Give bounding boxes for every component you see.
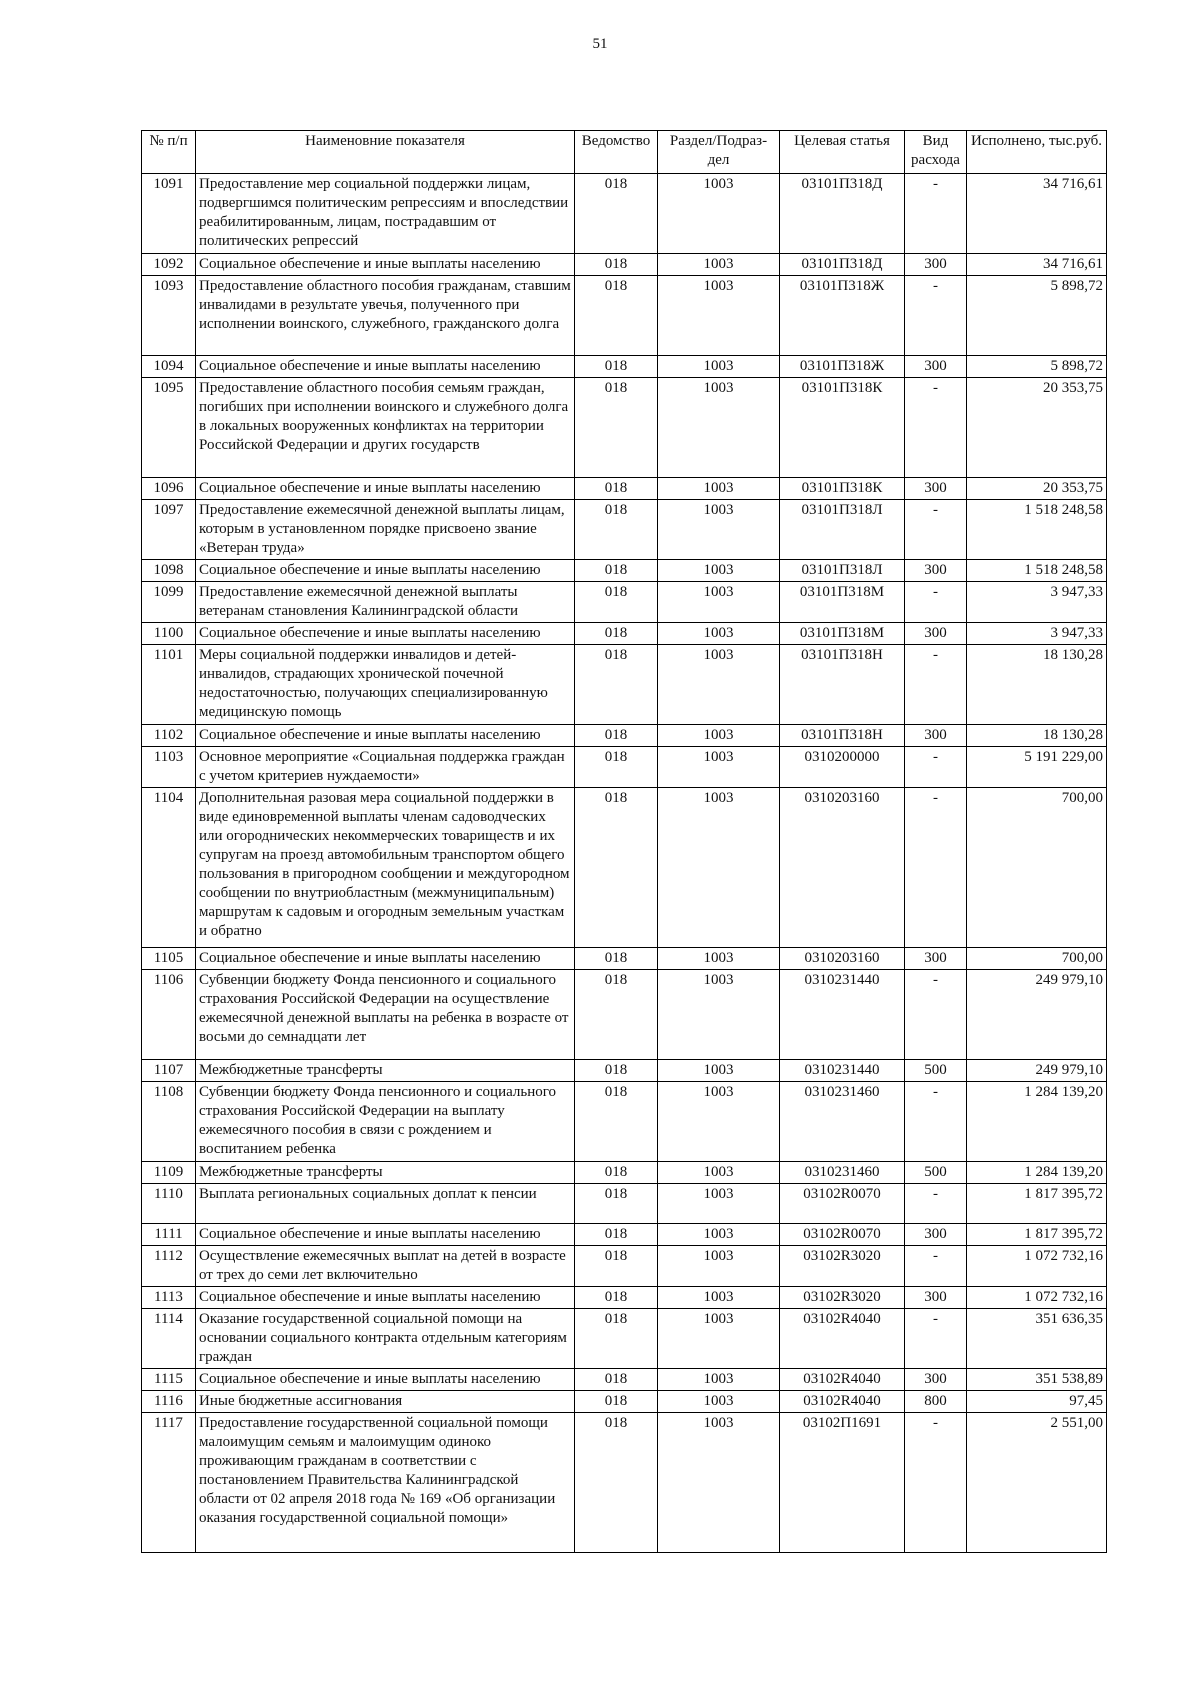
row-name: Социальное обеспечение и иные выплаты населению: [196, 478, 575, 500]
row-kind: -: [905, 378, 967, 478]
row-kind: -: [905, 747, 967, 788]
row-kind: 800: [905, 1391, 967, 1413]
row-amount: 20 353,75: [967, 478, 1107, 500]
table-row: [142, 948, 1107, 970]
row-amount: 700,00: [967, 948, 1107, 970]
row-num: 1091: [142, 174, 196, 254]
table-row: [142, 747, 1107, 788]
row-kind: 300: [905, 623, 967, 645]
row-section: 1003: [658, 174, 780, 254]
row-name: Дополнительная разовая мера социальной поддержки в виде единовременной выплаты членам садоводческих или огороднических некоммерческих товариществ и их супругам на проезд автомобильным транспортом общего пользования в пригородном сообщении и междугородном сообщении по внутриобластным (межмуниципальным) маршрутам к садовым и огородным земельным участкам и обратно: [196, 788, 575, 948]
row-section: 1003: [658, 356, 780, 378]
table-row: [142, 1369, 1107, 1391]
table-row: [142, 1309, 1107, 1369]
table-row: [142, 788, 1107, 948]
row-name: Социальное обеспечение и иные выплаты населению: [196, 725, 575, 747]
row-num: 1100: [142, 623, 196, 645]
row-num: 1117: [142, 1413, 196, 1553]
row-num: 1114: [142, 1309, 196, 1369]
row-amount: 1 817 395,72: [967, 1224, 1107, 1246]
row-dept: 018: [575, 378, 658, 478]
row-num: 1094: [142, 356, 196, 378]
row-dept: 018: [575, 1184, 658, 1224]
row-target: 03101П318М: [780, 623, 905, 645]
row-section: 1003: [658, 623, 780, 645]
row-dept: 018: [575, 276, 658, 356]
row-kind: -: [905, 500, 967, 560]
table-row: [142, 970, 1107, 1060]
row-section: 1003: [658, 970, 780, 1060]
row-kind: -: [905, 1309, 967, 1369]
row-kind: 300: [905, 1224, 967, 1246]
row-amount: 18 130,28: [967, 725, 1107, 747]
row-name: Социальное обеспечение и иные выплаты населению: [196, 1369, 575, 1391]
table-row: [142, 560, 1107, 582]
row-kind: 300: [905, 1287, 967, 1309]
row-amount: 1 072 732,16: [967, 1246, 1107, 1287]
row-amount: 97,45: [967, 1391, 1107, 1413]
row-name: Оказание государственной социальной помощи на основании социального контракта отдельным категориям граждан: [196, 1309, 575, 1369]
row-amount: 1 518 248,58: [967, 560, 1107, 582]
row-target: 0310231460: [780, 1162, 905, 1184]
row-amount: 1 518 248,58: [967, 500, 1107, 560]
row-name: Предоставление областного пособия гражданам, ставшим инвалидами в результате увечья, полученного при исполнении воинского, служебного, гражданского долга: [196, 276, 575, 356]
row-dept: 018: [575, 174, 658, 254]
row-section: 1003: [658, 254, 780, 276]
row-name: Осуществление ежемесячных выплат на детей в возрасте от трех до семи лет включительно: [196, 1246, 575, 1287]
row-amount: 3 947,33: [967, 623, 1107, 645]
row-amount: 5 898,72: [967, 356, 1107, 378]
row-amount: 1 817 395,72: [967, 1184, 1107, 1224]
row-num: 1096: [142, 478, 196, 500]
budget-table: [141, 130, 1107, 1553]
row-amount: 249 979,10: [967, 1060, 1107, 1082]
row-amount: 351 538,89: [967, 1369, 1107, 1391]
row-section: 1003: [658, 1287, 780, 1309]
row-name: Предоставление областного пособия семьям граждан, погибших при исполнении воинского и служебного долга в локальных вооруженных конфликтах на территории Российской Федерации и других государств: [196, 378, 575, 478]
row-amount: 249 979,10: [967, 970, 1107, 1060]
row-name: Субвенции бюджету Фонда пенсионного и социального страхования Российской Федерации на осуществление ежемесячной денежной выплаты на ребенка в возрасте от восьми до семнадцати лет: [196, 970, 575, 1060]
row-num: 1110: [142, 1184, 196, 1224]
row-section: 1003: [658, 582, 780, 623]
row-num: 1102: [142, 725, 196, 747]
row-dept: 018: [575, 560, 658, 582]
row-dept: 018: [575, 1413, 658, 1553]
row-name: Социальное обеспечение и иные выплаты населению: [196, 560, 575, 582]
row-kind: -: [905, 1184, 967, 1224]
row-target: 03102R0070: [780, 1224, 905, 1246]
row-num: 1092: [142, 254, 196, 276]
row-num: 1104: [142, 788, 196, 948]
row-dept: 018: [575, 1060, 658, 1082]
table-row: [142, 1413, 1107, 1553]
row-amount: 1 284 139,20: [967, 1162, 1107, 1184]
table-row: [142, 1082, 1107, 1162]
row-dept: 018: [575, 747, 658, 788]
row-amount: 5 898,72: [967, 276, 1107, 356]
row-kind: 300: [905, 1369, 967, 1391]
row-target: 03101П318Д: [780, 254, 905, 276]
row-dept: 018: [575, 1369, 658, 1391]
row-name: Основное мероприятие «Социальная поддержка граждан с учетом критериев нуждаемости»: [196, 747, 575, 788]
row-num: 1098: [142, 560, 196, 582]
row-target: 0310200000: [780, 747, 905, 788]
row-target: 03101П318К: [780, 378, 905, 478]
row-target: 03102R3020: [780, 1287, 905, 1309]
row-target: 03101П318Н: [780, 645, 905, 725]
row-kind: 500: [905, 1060, 967, 1082]
row-target: 03102R4040: [780, 1391, 905, 1413]
table-header: [142, 131, 1107, 174]
row-section: 1003: [658, 378, 780, 478]
row-num: 1099: [142, 582, 196, 623]
table-row: [142, 645, 1107, 725]
row-dept: 018: [575, 1309, 658, 1369]
row-kind: 300: [905, 560, 967, 582]
row-section: 1003: [658, 1162, 780, 1184]
table-row: [142, 1162, 1107, 1184]
row-name: Социальное обеспечение и иные выплаты населению: [196, 948, 575, 970]
table-row: [142, 623, 1107, 645]
row-amount: 700,00: [967, 788, 1107, 948]
row-kind: -: [905, 174, 967, 254]
table-row: [142, 500, 1107, 560]
row-target: 03101П318Ж: [780, 276, 905, 356]
row-dept: 018: [575, 1224, 658, 1246]
row-section: 1003: [658, 1391, 780, 1413]
table-row: [142, 725, 1107, 747]
row-dept: 018: [575, 970, 658, 1060]
row-num: 1095: [142, 378, 196, 478]
row-dept: 018: [575, 1082, 658, 1162]
row-amount: 2 551,00: [967, 1413, 1107, 1553]
row-kind: -: [905, 582, 967, 623]
header-kind: Вид расхода: [905, 131, 967, 174]
row-target: 0310231440: [780, 970, 905, 1060]
row-name: Социальное обеспечение и иные выплаты населению: [196, 254, 575, 276]
row-target: 03101П318К: [780, 478, 905, 500]
row-target: 03101П318Л: [780, 560, 905, 582]
row-amount: 1 284 139,20: [967, 1082, 1107, 1162]
row-dept: 018: [575, 1246, 658, 1287]
row-amount: 34 716,61: [967, 174, 1107, 254]
table-row: [142, 356, 1107, 378]
row-name: Выплата региональных социальных доплат к пенсии: [196, 1184, 575, 1224]
row-target: 03102R0070: [780, 1184, 905, 1224]
row-section: 1003: [658, 725, 780, 747]
row-name: Меры социальной поддержки инвалидов и детей-инвалидов, страдающих хронической почечной недостаточностью, получающих специализированную медицинскую помощь: [196, 645, 575, 725]
row-dept: 018: [575, 478, 658, 500]
row-dept: 018: [575, 254, 658, 276]
row-section: 1003: [658, 788, 780, 948]
row-name: Социальное обеспечение и иные выплаты населению: [196, 1224, 575, 1246]
row-name: Предоставление государственной социальной помощи малоимущим семьям и малоимущим одиноко проживающим гражданам в соответствии с постановлением Правительства Калининградской области от 02 апреля 2018 года № 169 «Об организации оказания государственной социальной помощи»: [196, 1413, 575, 1553]
row-kind: -: [905, 276, 967, 356]
row-target: 03102R4040: [780, 1309, 905, 1369]
row-num: 1103: [142, 747, 196, 788]
row-kind: 300: [905, 254, 967, 276]
row-kind: -: [905, 1413, 967, 1553]
row-section: 1003: [658, 747, 780, 788]
row-target: 0310231460: [780, 1082, 905, 1162]
row-num: 1101: [142, 645, 196, 725]
row-amount: 1 072 732,16: [967, 1287, 1107, 1309]
row-dept: 018: [575, 582, 658, 623]
row-dept: 018: [575, 1287, 658, 1309]
row-kind: -: [905, 970, 967, 1060]
row-num: 1093: [142, 276, 196, 356]
row-num: 1107: [142, 1060, 196, 1082]
row-section: 1003: [658, 1082, 780, 1162]
row-name: Иные бюджетные ассигнования: [196, 1391, 575, 1413]
row-num: 1108: [142, 1082, 196, 1162]
row-target: 03101П318Ж: [780, 356, 905, 378]
row-dept: 018: [575, 645, 658, 725]
header-dept: Ведомство: [575, 131, 658, 174]
header-section: Раздел/Подраз-дел: [658, 131, 780, 174]
row-kind: 300: [905, 948, 967, 970]
row-dept: 018: [575, 623, 658, 645]
table-row: [142, 478, 1107, 500]
table-row: [142, 1060, 1107, 1082]
row-section: 1003: [658, 560, 780, 582]
row-amount: 5 191 229,00: [967, 747, 1107, 788]
row-kind: 300: [905, 356, 967, 378]
table-row: [142, 1184, 1107, 1224]
table-body: [142, 174, 1107, 1553]
row-section: 1003: [658, 1060, 780, 1082]
table-row: [142, 1287, 1107, 1309]
row-dept: 018: [575, 356, 658, 378]
table-row: [142, 276, 1107, 356]
row-section: 1003: [658, 1246, 780, 1287]
row-dept: 018: [575, 1162, 658, 1184]
row-section: 1003: [658, 1184, 780, 1224]
row-section: 1003: [658, 1413, 780, 1553]
row-num: 1097: [142, 500, 196, 560]
row-target: 0310231440: [780, 1060, 905, 1082]
header-target: Целевая статья: [780, 131, 905, 174]
row-target: 0310203160: [780, 788, 905, 948]
header-row: [142, 131, 1107, 174]
row-kind: -: [905, 645, 967, 725]
row-dept: 018: [575, 500, 658, 560]
row-section: 1003: [658, 948, 780, 970]
row-target: 03102R4040: [780, 1369, 905, 1391]
page-number: 51: [592, 36, 608, 52]
row-name: Предоставление ежемесячной денежной выплаты ветеранам становления Калининградской области: [196, 582, 575, 623]
row-section: 1003: [658, 276, 780, 356]
row-num: 1105: [142, 948, 196, 970]
header-num: № п/п: [142, 131, 196, 174]
row-dept: 018: [575, 788, 658, 948]
row-name: Социальное обеспечение и иные выплаты населению: [196, 623, 575, 645]
row-amount: 18 130,28: [967, 645, 1107, 725]
row-name: Межбюджетные трансферты: [196, 1162, 575, 1184]
row-num: 1109: [142, 1162, 196, 1184]
row-name: Предоставление ежемесячной денежной выплаты лицам, которым в установленном порядке присвоено звание «Ветеран труда»: [196, 500, 575, 560]
row-target: 03102П1691: [780, 1413, 905, 1553]
table-row: [142, 1224, 1107, 1246]
row-dept: 018: [575, 948, 658, 970]
row-section: 1003: [658, 478, 780, 500]
header-name: Наименовние показателя: [196, 131, 575, 174]
row-section: 1003: [658, 1224, 780, 1246]
row-target: 03101П318Д: [780, 174, 905, 254]
row-num: 1112: [142, 1246, 196, 1287]
table-row: [142, 1391, 1107, 1413]
row-section: 1003: [658, 645, 780, 725]
row-kind: -: [905, 1082, 967, 1162]
row-kind: 300: [905, 725, 967, 747]
row-target: 0310203160: [780, 948, 905, 970]
row-kind: -: [905, 1246, 967, 1287]
row-dept: 018: [575, 725, 658, 747]
row-kind: -: [905, 788, 967, 948]
header-amount: Исполнено, тыс.руб.: [967, 131, 1107, 174]
row-name: Социальное обеспечение и иные выплаты населению: [196, 1287, 575, 1309]
row-num: 1111: [142, 1224, 196, 1246]
row-name: Субвенции бюджету Фонда пенсионного и социального страхования Российской Федерации на выплату ежемесячного пособия в связи с рождением и воспитанием ребенка: [196, 1082, 575, 1162]
row-name: Межбюджетные трансферты: [196, 1060, 575, 1082]
row-name: Социальное обеспечение и иные выплаты населению: [196, 356, 575, 378]
row-num: 1113: [142, 1287, 196, 1309]
table-row: [142, 378, 1107, 478]
row-target: 03101П318Н: [780, 725, 905, 747]
table-row: [142, 174, 1107, 254]
row-section: 1003: [658, 1369, 780, 1391]
row-amount: 351 636,35: [967, 1309, 1107, 1369]
row-kind: 300: [905, 478, 967, 500]
row-section: 1003: [658, 1309, 780, 1369]
row-kind: 500: [905, 1162, 967, 1184]
row-amount: 3 947,33: [967, 582, 1107, 623]
row-target: 03101П318М: [780, 582, 905, 623]
row-num: 1116: [142, 1391, 196, 1413]
row-name: Предоставление мер социальной поддержки лицам, подвергшимся политическим репрессиям и впоследствии реабилитированным, лицам, пострадавшим от политических репрессий: [196, 174, 575, 254]
table-row: [142, 1246, 1107, 1287]
row-target: 03102R3020: [780, 1246, 905, 1287]
table-row: [142, 254, 1107, 276]
row-dept: 018: [575, 1391, 658, 1413]
row-section: 1003: [658, 500, 780, 560]
row-amount: 34 716,61: [967, 254, 1107, 276]
row-num: 1106: [142, 970, 196, 1060]
table-row: [142, 582, 1107, 623]
row-target: 03101П318Л: [780, 500, 905, 560]
row-amount: 20 353,75: [967, 378, 1107, 478]
row-num: 1115: [142, 1369, 196, 1391]
